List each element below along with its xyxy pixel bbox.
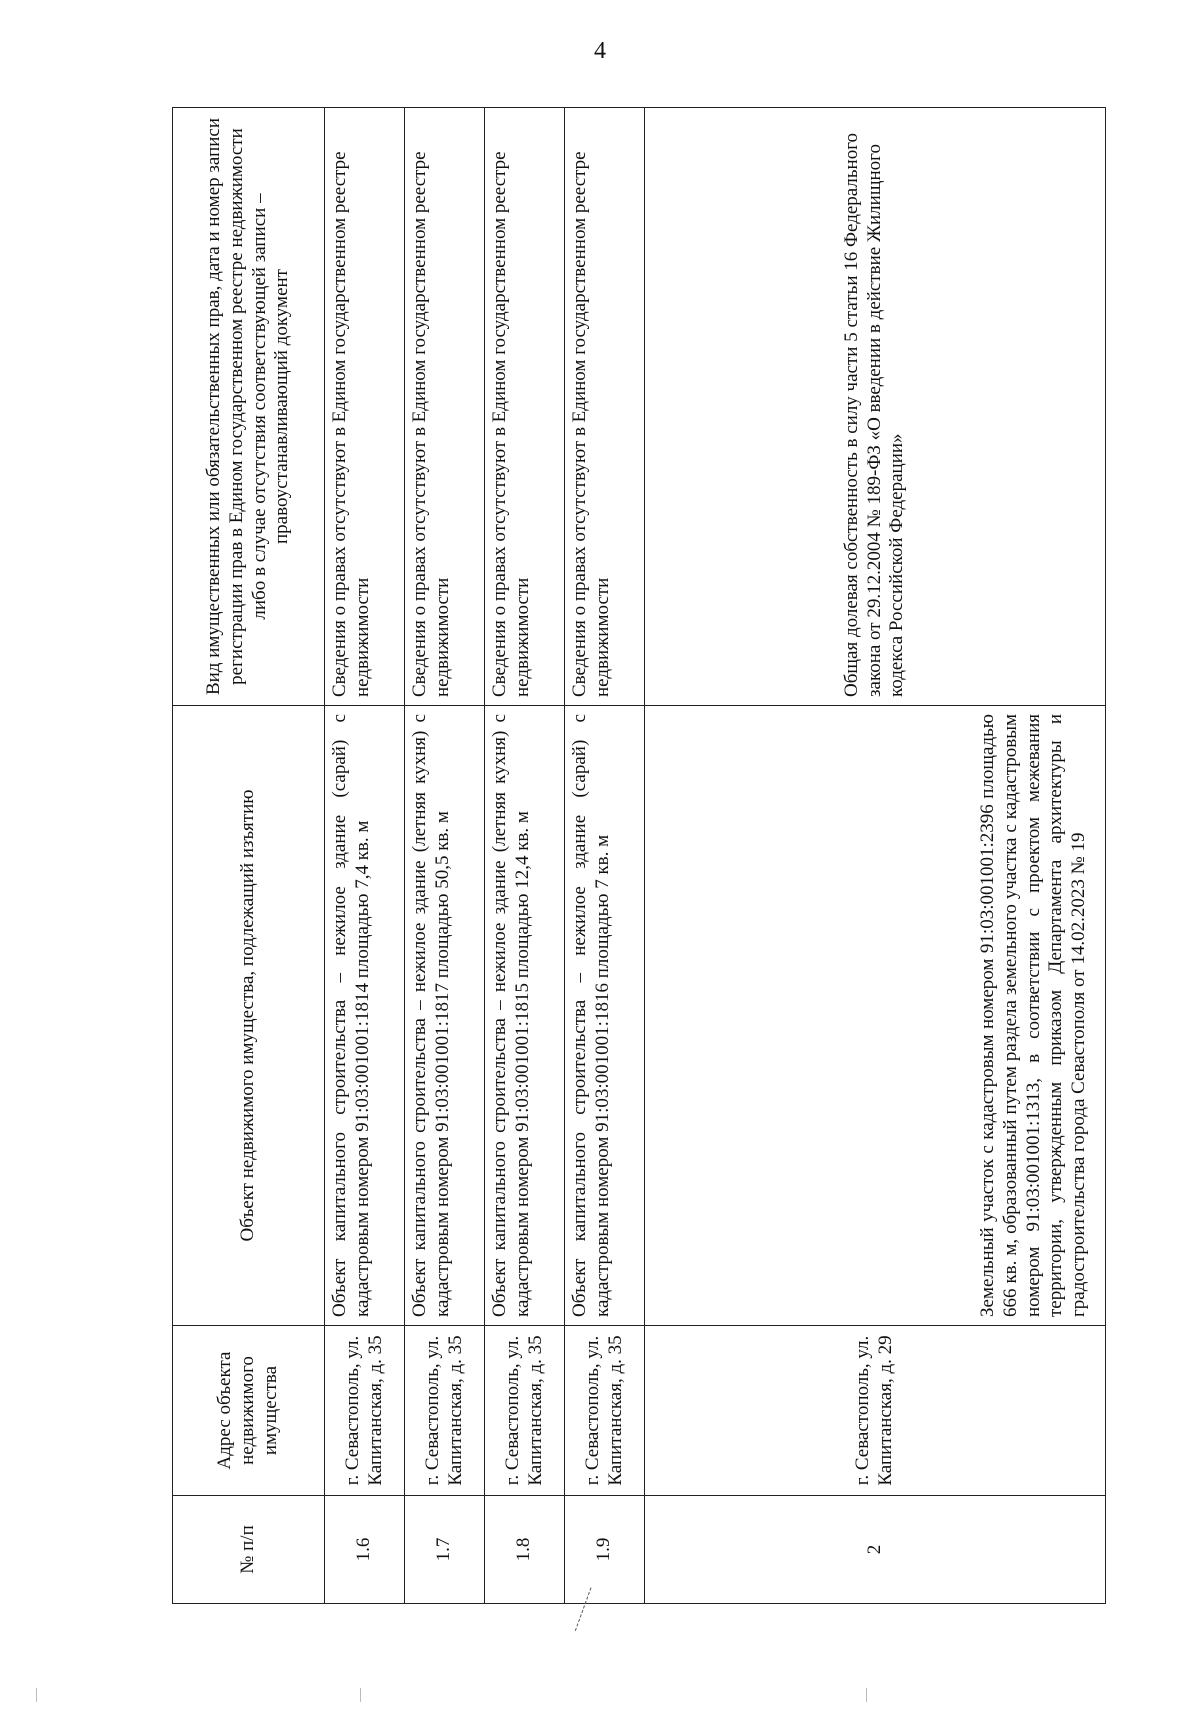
row-object: Объект капитального строительства – нежилое здание (сарай) с кадастровым номером 91:03:001001:1816 площадью 7 кв. м xyxy=(565,706,645,1326)
header-num: № п/п xyxy=(173,1496,325,1604)
row-rights: Сведения о правах отсутствуют в Едином государственном реестре недвижимости xyxy=(405,108,485,706)
header-address: Адрес объекта недвижимого имущества xyxy=(173,1326,325,1496)
table-header-row xyxy=(173,108,325,1604)
row-address: г. Севастополь, ул. Капитанская, д. 35 xyxy=(485,1326,565,1496)
row-rights: Сведения о правах отсутствуют в Едином государственном реестре недвижимости xyxy=(485,108,565,706)
table-row xyxy=(565,108,645,1604)
row-object: Объект капитального строительства – нежилое здание (сарай) с кадастровым номером 91:03:001001:1814 площадью 7,4 кв. м xyxy=(325,706,405,1326)
row-object: Объект капитального строительства – нежилое здание (летняя кухня) с кадастровым номером 91:03:001001:1815 площадью 12,4 кв. м xyxy=(485,706,565,1326)
rotated-table-container xyxy=(172,108,1106,1604)
row-object: Земельный участок с кадастровым номером 91:03:001001:2396 площадью 666 кв. м, образованный путем раздела земельного участка с кадастровым номером 91:03:001001:1313, в соответствии с проектом межевания территории, утвержденным приказом Департамента архитектуры и градостроительства города Севастополя от 14.02.2023 № 19 xyxy=(645,706,1106,1326)
table-row xyxy=(325,108,405,1604)
row-address: г. Севастополь, ул. Капитанская, д. 35 xyxy=(405,1326,485,1496)
row-address: г. Севастополь, ул. Капитанская, д. 35 xyxy=(325,1326,405,1496)
property-table xyxy=(172,107,1106,1604)
table-row xyxy=(485,108,565,1604)
row-address: г. Севастополь, ул. Капитанская, д. 35 xyxy=(565,1326,645,1496)
header-rights: Вид имущественных или обязательственных прав, дата и номер записи регистрации прав в Едином государственном реестре недвижимости либо в случае отсутствия соответствующей записи – правоустанавливающий документ xyxy=(173,108,325,706)
header-object: Объект недвижимого имущества, подлежащий изъятию xyxy=(173,706,325,1326)
scan-edge-mark xyxy=(360,1688,361,1702)
row-rights: Сведения о правах отсутствуют в Едином государственном реестре недвижимости xyxy=(565,108,645,706)
page-number: 4 xyxy=(594,38,606,64)
row-address: г. Севастополь, ул. Капитанская, д. 29 xyxy=(645,1326,1106,1496)
table-row xyxy=(645,108,1106,1604)
row-num: 2 xyxy=(645,1496,1106,1604)
row-num: 1.7 xyxy=(405,1496,485,1604)
table-row xyxy=(405,108,485,1604)
row-rights: Сведения о правах отсутствуют в Едином государственном реестре недвижимости xyxy=(325,108,405,706)
row-object: Объект капитального строительства – нежилое здание (летняя кухня) с кадастровым номером 91:03:001001:1817 площадью 50,5 кв. м xyxy=(405,706,485,1326)
scan-edge-mark xyxy=(866,1688,867,1702)
row-rights: Общая долевая собственность в силу части 5 статьи 16 Федерального закона от 29.12.2004 № 189-ФЗ «О введении в действие Жилищного кодекса Российской Федерации» xyxy=(645,108,1106,706)
scan-edge-mark xyxy=(36,1688,37,1702)
row-num: 1.6 xyxy=(325,1496,405,1604)
row-num: 1.9 xyxy=(565,1496,645,1604)
row-num: 1.8 xyxy=(485,1496,565,1604)
